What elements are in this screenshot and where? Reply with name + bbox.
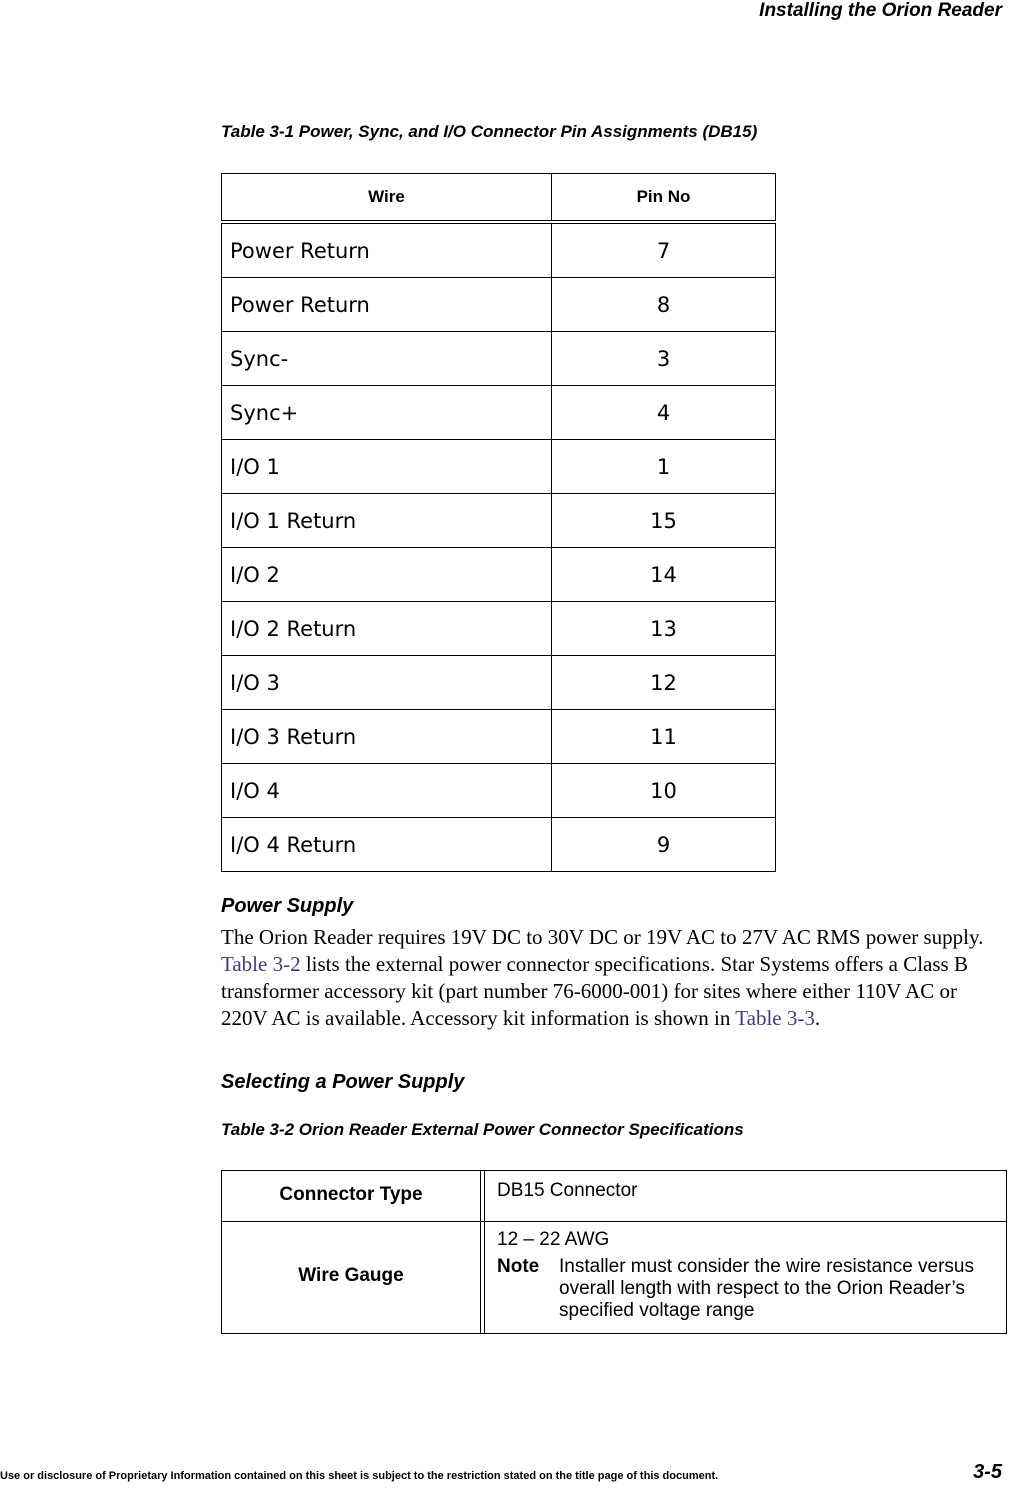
connector-type-value: DB15 Connector [497,1180,638,1201]
power-supply-paragraph [221,924,1005,1032]
paragraph-text: The Orion Reader requires 19V DC to 30V DC or 19V AC to 27V AC RMS power supply. [221,925,984,949]
selecting-power-supply-heading: Selecting a Power Supply [221,1071,465,1093]
wire-gauge-value: 12 – 22 AWG [497,1229,610,1250]
wire-cell: Sync+ [222,386,552,440]
pin-cell: 11 [552,710,776,764]
table-3-2-link[interactable]: Table 3-2 [221,952,301,976]
wire-cell: I/O 2 Return [222,602,552,656]
footer-disclaimer: Use or disclosure of Proprietary Information contained on this sheet is subject to the restriction stated on the title page of this document. [0,1470,719,1482]
wire-cell: I/O 1 [222,440,552,494]
wire-cell: I/O 4 Return [222,818,552,872]
wire-cell: Power Return [222,222,552,278]
page-header-title: Installing the Orion Reader [759,0,1002,21]
pin-cell: 3 [552,332,776,386]
wire-cell: I/O 2 [222,548,552,602]
power-supply-heading: Power Supply [221,895,354,917]
connector-spec-table [221,1170,1007,1334]
pin-cell: 4 [552,386,776,440]
wire-cell: I/O 4 [222,764,552,818]
pin-cell: 9 [552,818,776,872]
wire-gauge-header: Wire Gauge [298,1265,404,1286]
wire-cell: Sync- [222,332,552,386]
table1-caption: Table 3-1 Power, Sync, and I/O Connector Pin Assignments (DB15) [221,122,758,141]
table-row [222,440,776,494]
paragraph-text: . [814,1006,821,1030]
table-row [222,1221,1006,1333]
note-text: Installer must consider the wire resistance versus overall length with respect to the Orion Reader’s specified voltage range [559,1256,974,1321]
table-row [222,764,776,818]
wire-cell: I/O 3 Return [222,710,552,764]
pin-cell: 8 [552,278,776,332]
table-header-row [222,174,776,223]
table-row [222,278,776,332]
paragraph-text: lists the external power connector specifications. Star Systems offers a Class B transformer accessory kit (part number 76-6000-001) for sites where either 110V AC or 220V AC is available. Accessory kit information is shown in [221,952,968,1030]
wire-cell: I/O 3 [222,656,552,710]
table-row [222,602,776,656]
table-row [222,818,776,872]
column-header-pin: Pin No [552,174,776,223]
wire-cell: I/O 1 Return [222,494,552,548]
column-header-wire: Wire [222,174,552,223]
wire-cell: Power Return [222,278,552,332]
connector-type-header: Connector Type [279,1184,423,1205]
pin-cell: 10 [552,764,776,818]
table-3-3-link[interactable]: Table 3-3 [735,1006,815,1030]
page-number: 3-5 [973,1461,1002,1483]
table-row [222,548,776,602]
pin-cell: 7 [552,222,776,278]
table-row [222,332,776,386]
pin-cell: 12 [552,656,776,710]
table-row [222,222,776,278]
pin-cell: 1 [552,440,776,494]
pin-cell: 13 [552,602,776,656]
table-row [222,494,776,548]
pin-cell: 14 [552,548,776,602]
pin-assignment-table [221,173,776,872]
table-row [222,386,776,440]
table-row [222,656,776,710]
table2-caption: Table 3-2 Orion Reader External Power Connector Specifications [221,1120,744,1139]
note-label: Note [497,1256,540,1277]
table-row [222,1171,1006,1222]
table-row [222,710,776,764]
pin-cell: 15 [552,494,776,548]
